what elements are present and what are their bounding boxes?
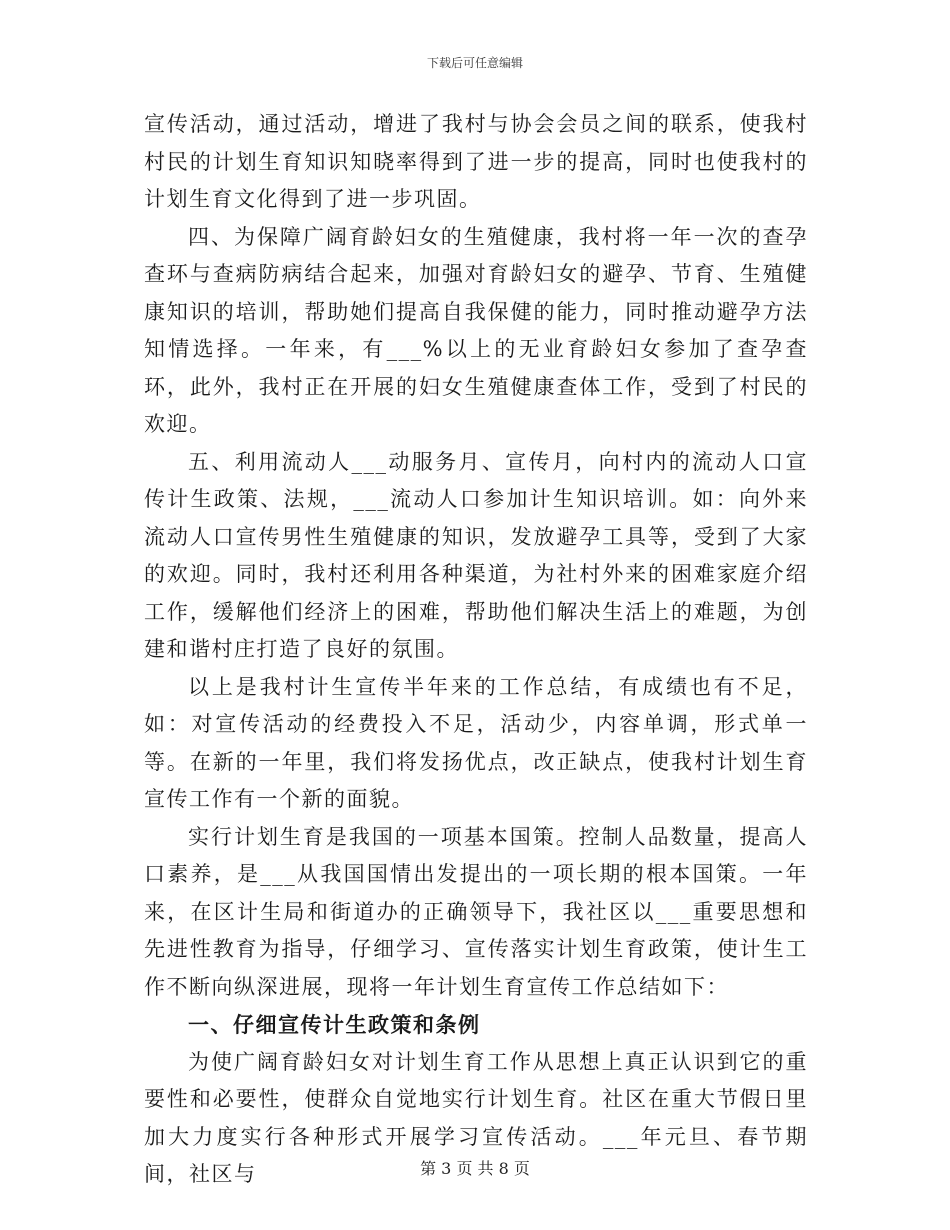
page-header: 下载后可任意编辑 [426,56,523,70]
document-body [144,106,808,1194]
page-footer: 第 3 页 共 8 页 [420,1159,530,1178]
section-heading: 一、仔细宣传计生政策和条例 [188,1012,481,1037]
paragraph-introduction: 实行计划生育是我国的一项基本国策。控制人品数量，提高人口素养，是___从我国国情出发提出的一项长期的根本国策。一年来，在区计生局和街道办的正确领导下，我社区以___重要思想和先进性教育为指导，仔细学习、宣传落实计划生育政策，使计生工作不断向纵深进展，现将一年计划生育宣传工作总结如下： [144,824,808,999]
paragraph-section-one: 为使广阔育龄妇女对计划生育工作从思想上真正认识到它的重要性和必要性，使群众自觉地实行计划生育。社区在重大节假日里加大力度实行各种形式开展学习宣传活动。___年元旦、春节期间，社区与 [144,1049,808,1186]
paragraph-section-four: 四、为保障广阔育龄妇女的生殖健康，我村将一年一次的查孕查环与查病防病结合起来，加强对育龄妇女的避孕、节育、生殖健康知识的培训，帮助她们提高自我保健的能力，同时推动避孕方法知情选择。一年来，有___%以上的无业育龄妇女参加了查孕查环，此外，我村正在开展的妇女生殖健康查体工作，受到了村民的欢迎。 [144,224,808,436]
paragraph-summary: 以上是我村计生宣传半年来的工作总结，有成绩也有不足，如：对宣传活动的经费投入不足，活动少，内容单调，形式单一等。在新的一年里，我们将发扬优点，改正缺点，使我村计划生育宣传工作有一个新的面貌。 [144,674,808,811]
paragraph-continuation: 宣传活动，通过活动，增进了我村与协会会员之间的联系，使我村村民的计划生育知识知晓率得到了进一步的提高，同时也使我村的计划生育文化得到了进一步巩固。 [144,112,808,211]
paragraph-section-five: 五、利用流动人___动服务月、宣传月，向村内的流动人口宣传计生政策、法规，___流动人口参加计生知识培训。如：向外来流动人口宣传男性生殖健康的知识，发放避孕工具等，受到了大家的欢迎。同时，我村还利用各种渠道，为社村外来的困难家庭介绍工作，缓解他们经济上的困难，帮助他们解决生活上的难题，为创建和谐村庄打造了良好的氛围。 [144,449,808,661]
